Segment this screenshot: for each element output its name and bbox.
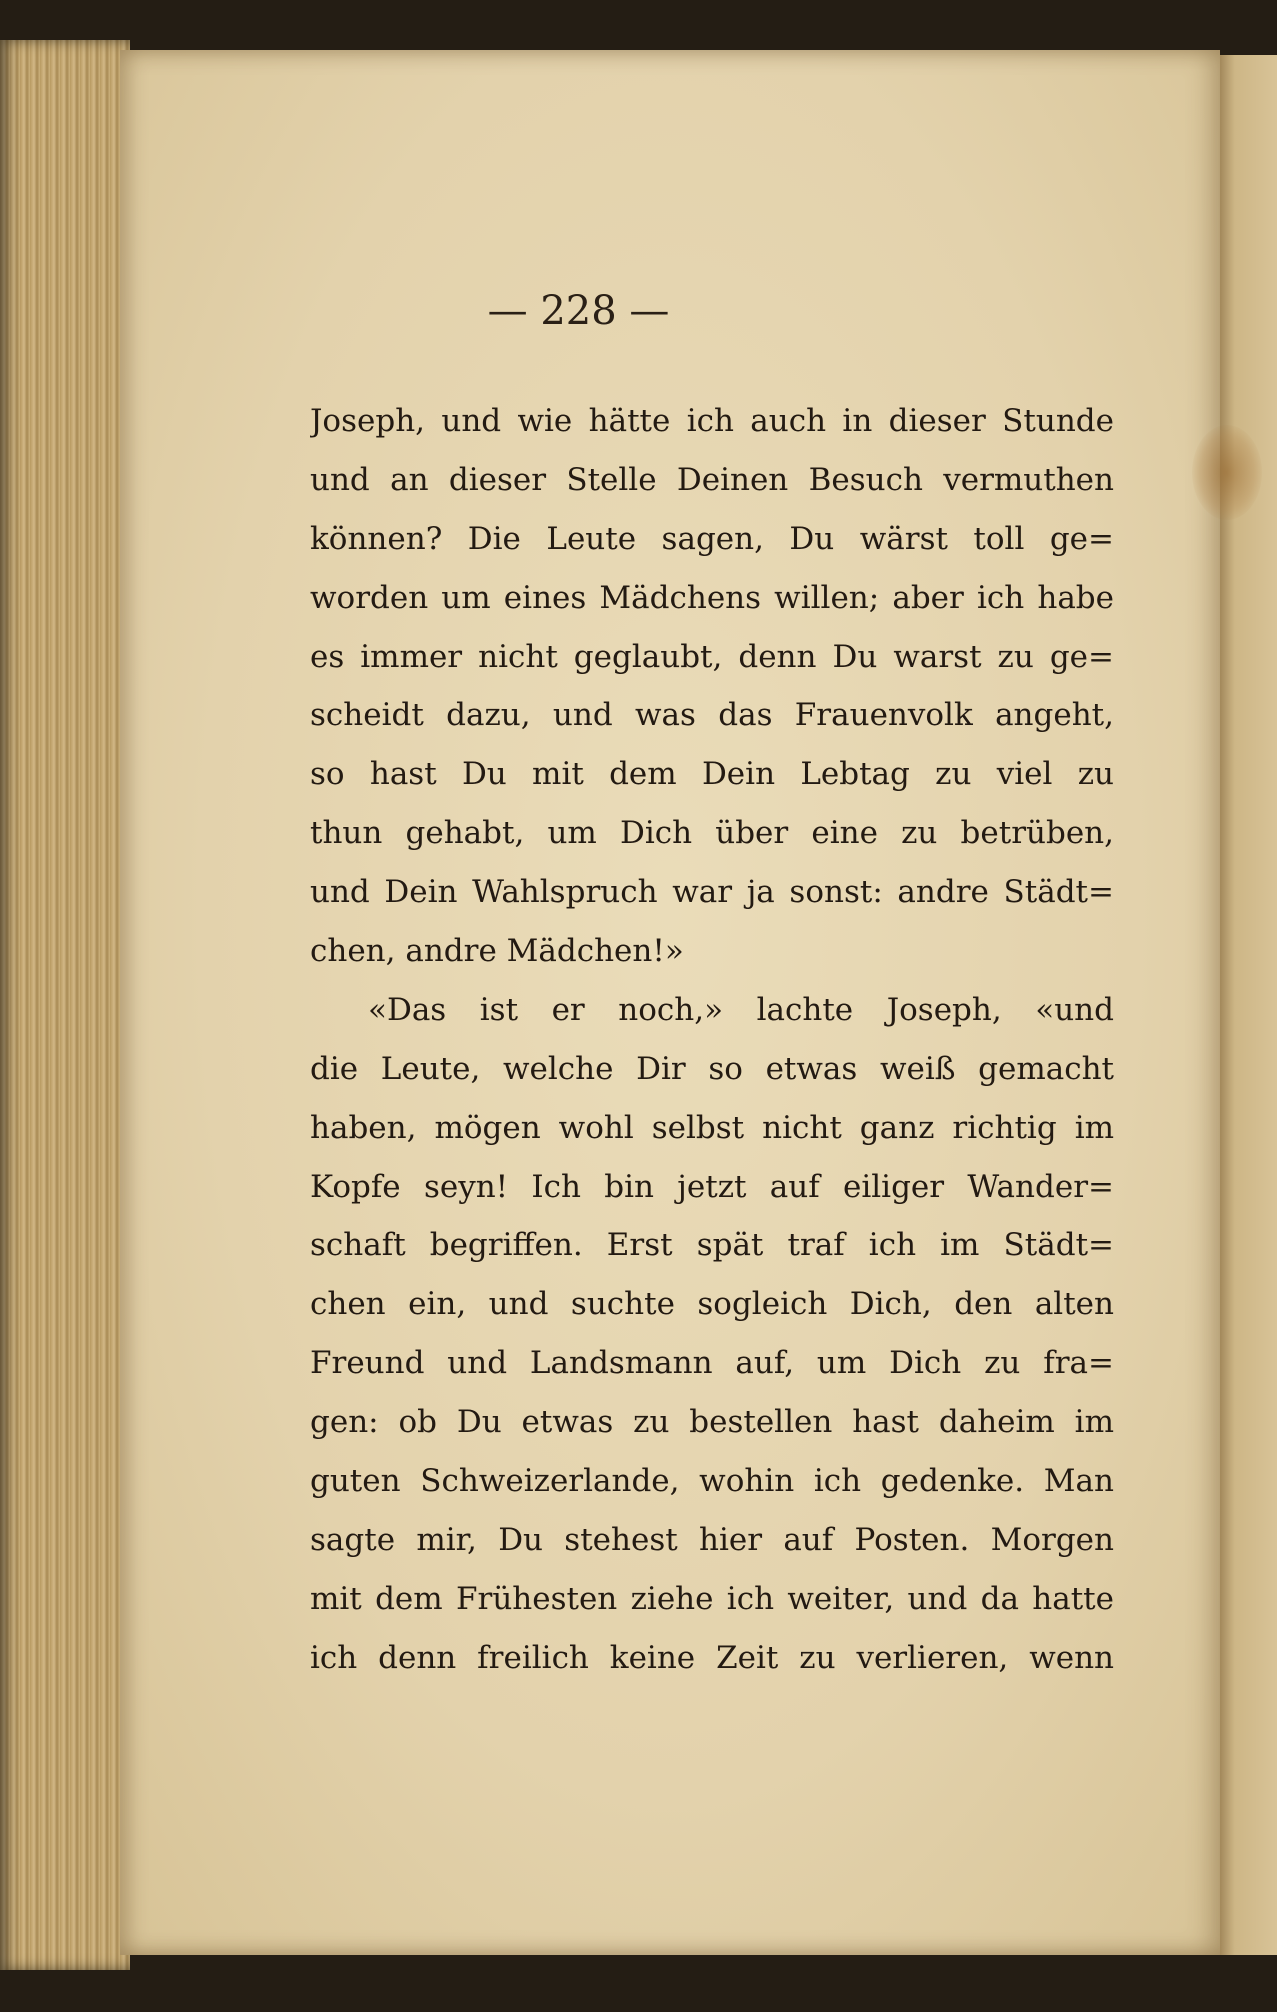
text-line: ich denn freilich keine Zeit zu verlieren, wenn [310,1639,1114,1676]
text-line: «Das ist er noch,» lachte Joseph, «und [368,991,1114,1028]
text-line: die Leute, welche Dir so etwas weiß gemacht [310,1050,1114,1087]
text-line: Joseph, und wie hätte ich auch in dieser Stunde [310,403,1114,439]
text-line: Freund und Landsmann auf, um Dich zu fra= [310,1345,1114,1382]
text-line: scheidt dazu, und was das Frauenvolk angeht, [310,697,1114,734]
page-number: — 228 — [487,288,670,334]
text-line: haben, mögen wohl selbst nicht ganz richtig im [310,1109,1114,1146]
body-text [310,392,1114,1688]
facing-page-edge [1212,55,1277,1955]
text-line: chen, andre Mädchen!» [310,933,684,970]
text-line: chen ein, und suchte sogleich Dich, den alten [310,1286,1114,1323]
text-line: worden um eines Mädchens willen; aber ich habe [310,579,1114,616]
text-line: gen: ob Du etwas zu bestellen hast daheim im [310,1404,1114,1441]
text-line: schaft begriffen. Erst spät traf ich im Städt= [310,1227,1114,1264]
text-line: mit dem Frühesten ziehe ich weiter, und da hatte [310,1580,1114,1617]
text-line: sagte mir, Du stehest hier auf Posten. Morgen [310,1521,1114,1558]
paper-stain [1192,425,1262,520]
text-line: Kopfe seyn! Ich bin jetzt auf eiliger Wander= [310,1168,1114,1205]
text-line: es immer nicht geglaubt, denn Du warst zu ge= [310,638,1114,675]
text-line: und Dein Wahlspruch war ja sonst: andre Städt= [310,874,1114,911]
text-line: guten Schweizerlande, wohin ich gedenke. Man [310,1463,1114,1500]
text-line: so hast Du mit dem Dein Lebtag zu viel zu [310,756,1114,793]
text-line: können? Die Leute sagen, Du wärst toll ge= [310,520,1114,557]
text-line: und an dieser Stelle Deinen Besuch vermuthen [310,461,1114,498]
text-line: thun gehabt, um Dich über eine zu betrüben, [310,815,1114,852]
